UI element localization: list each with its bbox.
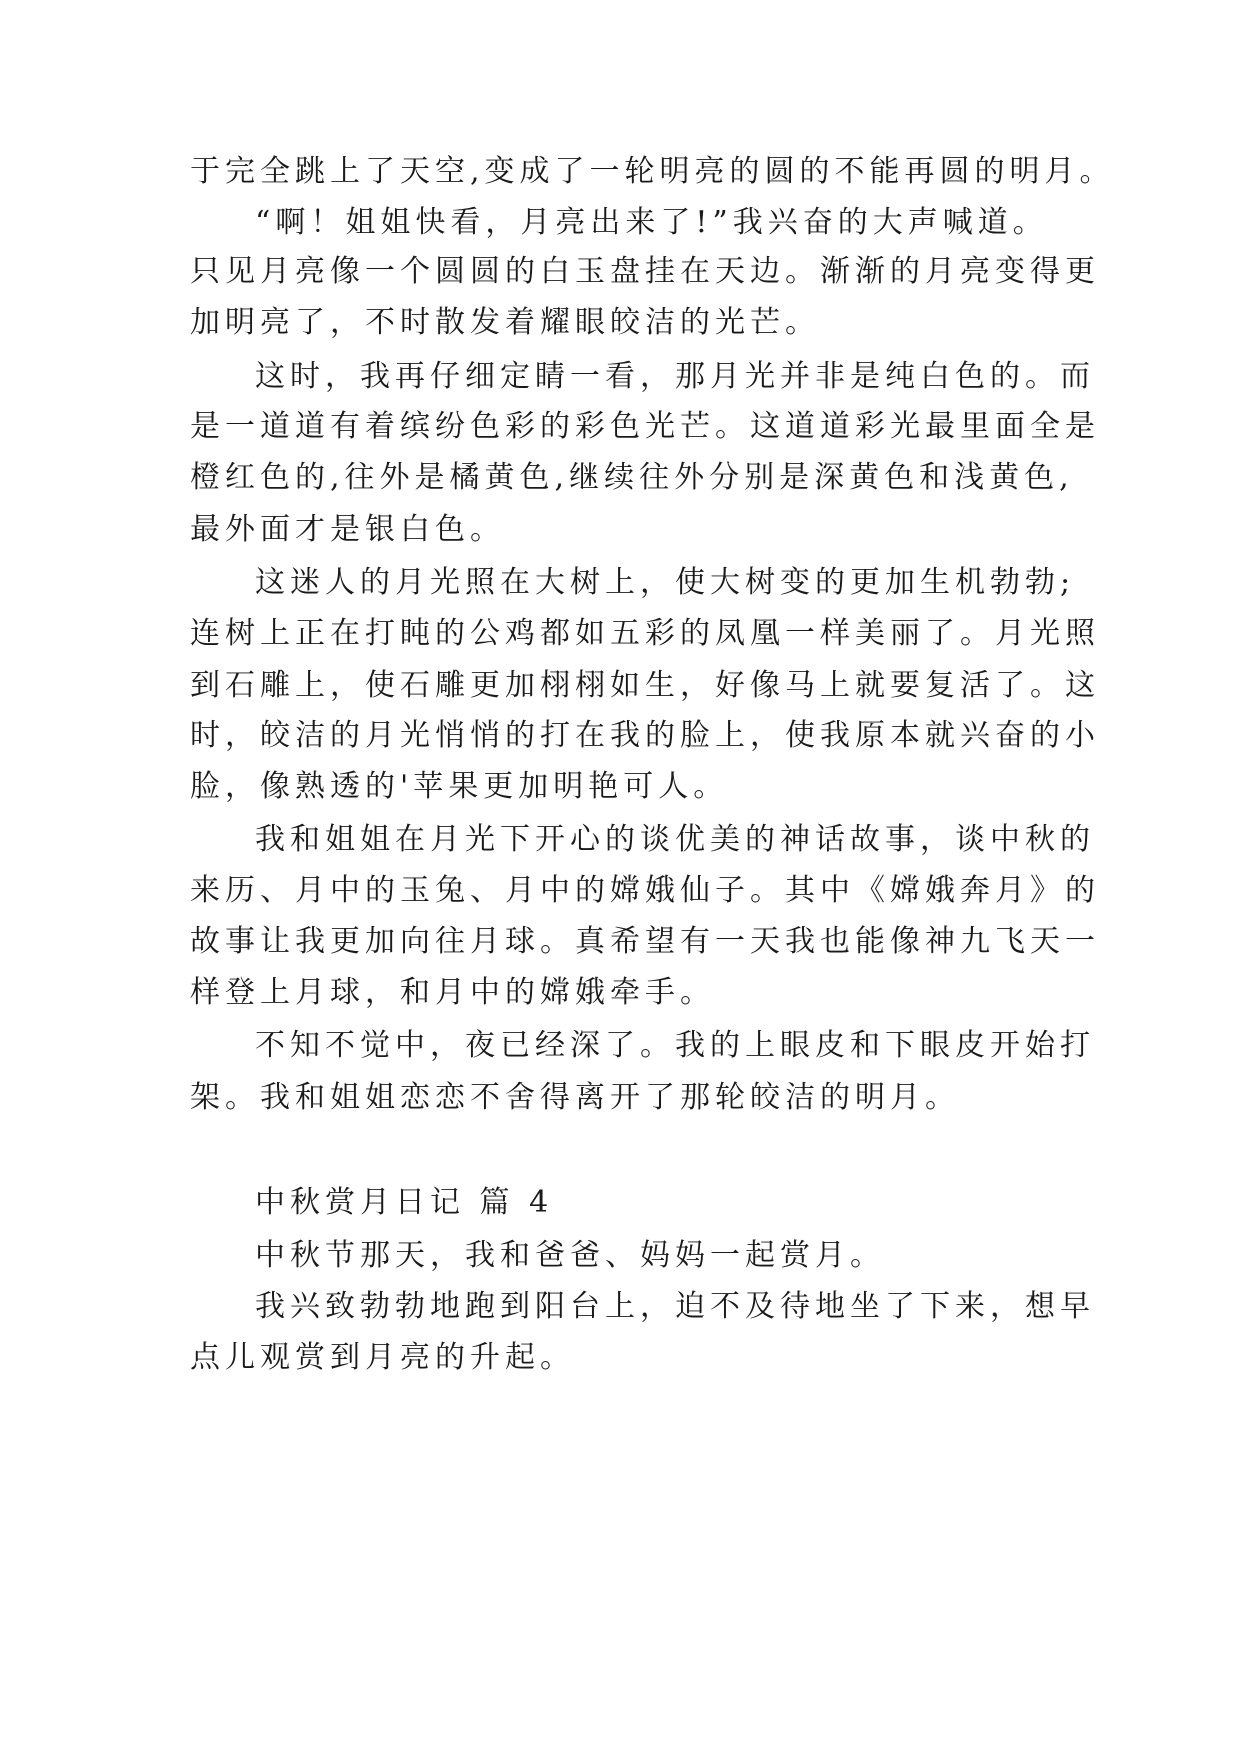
text-line: 这时，我再仔细定睛一看，那月光并非是纯白色的。而	[255, 359, 1095, 394]
text-line: “啊！姐姐快看，月亮出来了!”我兴奋的大声喊道。	[255, 205, 1048, 240]
text-line: 这迷人的月光照在大树上，使大树变的更加生机勃勃;	[255, 565, 1076, 600]
text-line: 到石雕上，使石雕更加栩栩如生，好像马上就要复活了。这	[190, 668, 1100, 703]
text-line: 是一道道有着缤纷色彩的彩色光芒。这道道彩光最里面全是	[190, 409, 1100, 444]
text-line: 只见月亮像一个圆圆的白玉盘挂在天边。渐渐的月亮变得更	[190, 254, 1100, 289]
text-line: 样登上月球，和月中的嫦娥牵手。	[190, 975, 715, 1010]
text-line: 橙红色的,往外是橘黄色,继续往外分别是深黄色和浅黄色,	[190, 460, 1074, 495]
text-line: 故事让我更加向往月球。真希望有一天我也能像神九飞天一	[190, 924, 1100, 959]
text-line: 不知不觉中，夜已经深了。我的上眼皮和下眼皮开始打	[255, 1028, 1095, 1063]
text-line: 来历、月中的玉兔、月中的嫦娥仙子。其中《嫦娥奔月》的	[190, 873, 1100, 908]
text-line: 脸，像熟透的'苹果更加明艳可人。	[190, 769, 729, 804]
text-line: 时，皎洁的月光悄悄的打在我的脸上，使我原本就兴奋的小	[190, 718, 1100, 753]
text-line: 连树上正在打盹的公鸡都如五彩的凤凰一样美丽了。月光照	[190, 616, 1100, 651]
text-line: 我和姐姐在月光下开心的谈优美的神话故事，谈中秋的	[255, 822, 1095, 857]
text-line: 于完全跳上了天空,变成了一轮明亮的圆的不能再圆的明月。	[190, 154, 1115, 189]
text-line: 架。我和姐姐恋恋不舍得离开了那轮皎洁的明月。	[190, 1080, 960, 1115]
text-line: 点儿观赏到月亮的升起。	[190, 1340, 575, 1375]
text-line: 中秋节那天，我和爸爸、妈妈一起赏月。	[255, 1238, 885, 1273]
text-line: 我兴致勃勃地跑到阳台上，迫不及待地坐了下来，想早	[255, 1289, 1095, 1324]
text-line: 最外面才是银白色。	[190, 512, 505, 547]
section-heading: 中秋赏月日记 篇 4	[255, 1185, 554, 1220]
text-line: 加明亮了，不时散发着耀眼皎洁的光芒。	[190, 305, 820, 340]
